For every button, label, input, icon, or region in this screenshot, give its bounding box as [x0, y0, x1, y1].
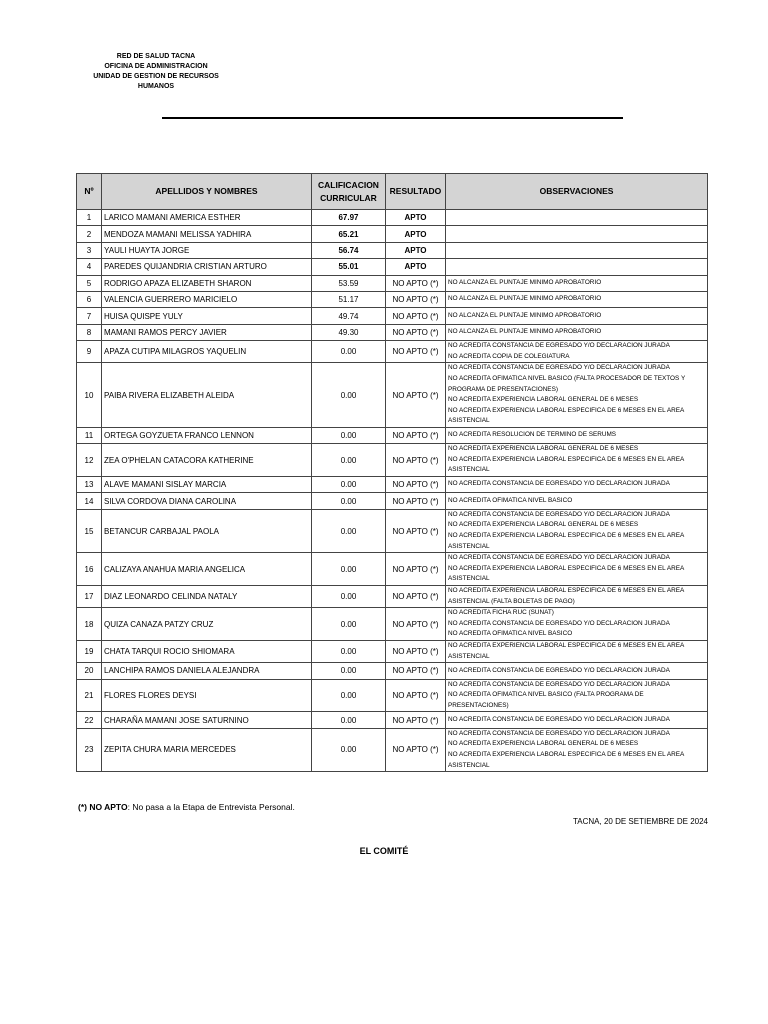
cell-name: HUISA QUISPE YULY [102, 308, 312, 324]
cell-number: 2 [77, 226, 102, 242]
cell-score: 0.00 [312, 444, 386, 477]
observation-line: NO ACREDITA CONSTANCIA DE EGRESADO Y/O DECLARACION JURADA [448, 666, 670, 674]
cell-result: NO APTO (*) [386, 712, 446, 728]
cell-score: 0.00 [312, 712, 386, 728]
cell-score: 0.00 [312, 679, 386, 712]
table-row [77, 427, 708, 443]
cell-observations [446, 477, 708, 493]
cell-result: APTO [386, 226, 446, 242]
cell-name: FLORES FLORES DEYSI [102, 679, 312, 712]
cell-observations [446, 275, 708, 291]
observation-line: NO ACREDITA RESOLUCION DE TERMINO DE SERUMS [448, 431, 617, 439]
cell-result: NO APTO (*) [386, 585, 446, 607]
cell-observations [446, 679, 708, 712]
document-header [76, 52, 236, 92]
cell-name: SILVA CORDOVA DIANA CAROLINA [102, 493, 312, 509]
cell-name: VALENCIA GUERRERO MARICIELO [102, 291, 312, 307]
cell-result: NO APTO (*) [386, 341, 446, 363]
cell-result: NO APTO (*) [386, 728, 446, 771]
cell-name: PAIBA RIVERA ELIZABETH ALEIDA [102, 363, 312, 428]
cell-observations [446, 341, 708, 363]
observation-line: NO ALCANZA EL PUNTAJE MINIMO APROBATORIO [448, 278, 602, 286]
cell-number: 10 [77, 363, 102, 428]
observation-line: NO ACREDITA EXPERIENCIA LABORAL ESPECIFICA DE 6 MESES EN EL AREA ASISTENCIAL [448, 532, 684, 550]
observation-line: NO ACREDITA OFIMATICA NIVEL BASICO (FALTA PROCESADOR DE TEXTOS Y PROGRAMA DE PRESENTACIONES) [448, 374, 686, 393]
table-row [77, 493, 708, 509]
observation-line: NO ACREDITA CONSTANCIA DE EGRESADO Y/O DECLARACION JURADA [448, 729, 670, 737]
cell-result: APTO [386, 210, 446, 226]
col-header-number: Nº [77, 174, 102, 210]
table-row [77, 663, 708, 679]
committee-signature: EL COMITÉ [359, 846, 409, 856]
cell-name: ZEPITA CHURA MARIA MERCEDES [102, 728, 312, 771]
observation-line: NO ACREDITA COPIA DE COLEGIATURA [448, 352, 570, 360]
cell-name: MAMANI RAMOS PERCY JAVIER [102, 324, 312, 340]
cell-number: 15 [77, 509, 102, 552]
observation-line: NO ALCANZA EL PUNTAJE MINIMO APROBATORIO [448, 295, 602, 303]
table-row [77, 509, 708, 552]
cell-name: APAZA CUTIPA MILAGROS YAQUELIN [102, 341, 312, 363]
cell-name: QUIZA CANAZA PATZY CRUZ [102, 608, 312, 641]
observation-line: NO ACREDITA OFIMATICA NIVEL BASICO [448, 496, 573, 504]
cell-observations [446, 712, 708, 728]
cell-score: 0.00 [312, 509, 386, 552]
cell-name: LANCHIPA RAMOS DANIELA ALEJANDRA [102, 663, 312, 679]
cell-number: 18 [77, 608, 102, 641]
cell-number: 14 [77, 493, 102, 509]
cell-number: 9 [77, 341, 102, 363]
cell-score: 0.00 [312, 363, 386, 428]
cell-number: 23 [77, 728, 102, 771]
cell-number: 20 [77, 663, 102, 679]
cell-score: 0.00 [312, 493, 386, 509]
cell-result: NO APTO (*) [386, 493, 446, 509]
cell-score: 0.00 [312, 427, 386, 443]
table-row [77, 712, 708, 728]
table-row [77, 640, 708, 662]
col-header-score-line2: CURRICULAR [320, 192, 377, 203]
cell-number: 17 [77, 585, 102, 607]
place-date: TACNA, 20 DE SETIEMBRE DE 2024 [572, 817, 708, 826]
observation-line: NO ACREDITA OFIMATICA NIVEL BASICO (FALTA PROGRAMA DE PRESENTACIONES) [448, 691, 644, 709]
cell-name: YAULI HUAYTA JORGE [102, 242, 312, 258]
cell-number: 7 [77, 308, 102, 324]
cell-score: 65.21 [312, 226, 386, 242]
cell-number: 12 [77, 444, 102, 477]
observation-line: NO ACREDITA FICHA RUC (SUNAT) [448, 609, 554, 617]
cell-observations [446, 663, 708, 679]
cell-result: NO APTO (*) [386, 509, 446, 552]
col-header-observations: OBSERVACIONES [446, 174, 708, 210]
cell-number: 8 [77, 324, 102, 340]
table-row [77, 210, 708, 226]
results-table [76, 173, 708, 772]
cell-number: 11 [77, 427, 102, 443]
observation-line: NO ACREDITA EXPERIENCIA LABORAL GENERAL DE 6 MESES [448, 445, 639, 453]
cell-number: 1 [77, 210, 102, 226]
observation-line: NO ACREDITA CONSTANCIA DE EGRESADO Y/O DECLARACION JURADA [448, 715, 670, 723]
observation-line: NO ACREDITA EXPERIENCIA LABORAL GENERAL DE 6 MESES [448, 396, 639, 404]
cell-result: APTO [386, 259, 446, 275]
footnote-text: : No pasa a la Etapa de Entrevista Personal. [127, 802, 295, 812]
footnote-marker: (*) NO APTO [78, 802, 128, 812]
table-row [77, 585, 708, 607]
table-row [77, 275, 708, 291]
table-row [77, 363, 708, 428]
table-row [77, 291, 708, 307]
cell-observations [446, 640, 708, 662]
table-row [77, 679, 708, 712]
cell-name: DIAZ LEONARDO CELINDA NATALY [102, 585, 312, 607]
cell-score: 51.17 [312, 291, 386, 307]
cell-score: 49.74 [312, 308, 386, 324]
observation-line: NO ACREDITA OFIMATICA NIVEL BASICO [448, 630, 573, 638]
table-row [77, 728, 708, 771]
cell-observations [446, 728, 708, 771]
cell-result: NO APTO (*) [386, 308, 446, 324]
cell-score: 0.00 [312, 608, 386, 641]
cell-observations [446, 509, 708, 552]
cell-observations [446, 242, 708, 258]
cell-score: 49.30 [312, 324, 386, 340]
col-header-name: APELLIDOS Y NOMBRES [102, 174, 312, 210]
observation-line: NO ACREDITA CONSTANCIA DE EGRESADO Y/O DECLARACION JURADA [448, 680, 670, 688]
cell-name: BETANCUR CARBAJAL PAOLA [102, 509, 312, 552]
cell-score: 0.00 [312, 553, 386, 586]
cell-score: 0.00 [312, 728, 386, 771]
cell-result: APTO [386, 242, 446, 258]
cell-number: 21 [77, 679, 102, 712]
cell-result: NO APTO (*) [386, 363, 446, 428]
cell-number: 22 [77, 712, 102, 728]
cell-number: 3 [77, 242, 102, 258]
cell-name: MENDOZA MAMANI MELISSA YADHIRA [102, 226, 312, 242]
table-row [77, 226, 708, 242]
cell-score: 67.97 [312, 210, 386, 226]
cell-observations [446, 427, 708, 443]
table-row [77, 477, 708, 493]
observation-line: NO ACREDITA CONSTANCIA DE EGRESADO Y/O DECLARACION JURADA [448, 554, 670, 562]
table-row [77, 341, 708, 363]
table-row [77, 444, 708, 477]
table-row [77, 324, 708, 340]
cell-observations [446, 493, 708, 509]
cell-observations [446, 308, 708, 324]
observation-line: NO ACREDITA EXPERIENCIA LABORAL ESPECIFICA DE 6 MESES EN EL AREA ASISTENCIAL [448, 406, 684, 425]
table-header-row [77, 174, 708, 210]
table-row [77, 553, 708, 586]
cell-score: 0.00 [312, 341, 386, 363]
cell-result: NO APTO (*) [386, 477, 446, 493]
table-row [77, 608, 708, 641]
cell-result: NO APTO (*) [386, 427, 446, 443]
cell-result: NO APTO (*) [386, 640, 446, 662]
cell-observations [446, 291, 708, 307]
observation-line: NO ACREDITA EXPERIENCIA LABORAL GENERAL DE 6 MESES [448, 521, 639, 529]
cell-observations [446, 363, 708, 428]
cell-result: NO APTO (*) [386, 291, 446, 307]
table-body [77, 210, 708, 772]
footnote [78, 802, 295, 812]
cell-observations [446, 585, 708, 607]
cell-name: ORTEGA GOYZUETA FRANCO LENNON [102, 427, 312, 443]
observation-line: NO ACREDITA CONSTANCIA DE EGRESADO Y/O DECLARACION JURADA [448, 619, 670, 627]
cell-name: RODRIGO APAZA ELIZABETH SHARON [102, 275, 312, 291]
cell-name: CALIZAYA ANAHUA MARIA ANGELICA [102, 553, 312, 586]
cell-number: 13 [77, 477, 102, 493]
cell-score: 0.00 [312, 640, 386, 662]
observation-line: NO ACREDITA EXPERIENCIA LABORAL ESPECIFICA DE 6 MESES EN EL AREA ASISTENCIAL [448, 641, 684, 660]
cell-score: 0.00 [312, 477, 386, 493]
cell-score: 53.59 [312, 275, 386, 291]
org-line-3: UNIDAD DE GESTION DE RECURSOS HUMANOS [93, 73, 219, 90]
cell-name: ZEA O'PHELAN CATACORA KATHERINE [102, 444, 312, 477]
cell-observations [446, 553, 708, 586]
title-rule [162, 117, 623, 119]
col-header-result: RESULTADO [386, 174, 446, 210]
cell-result: NO APTO (*) [386, 275, 446, 291]
observation-line: NO ACREDITA EXPERIENCIA LABORAL GENERAL DE 6 MESES [448, 740, 639, 748]
cell-result: NO APTO (*) [386, 324, 446, 340]
cell-result: NO APTO (*) [386, 663, 446, 679]
observation-line: NO ALCANZA EL PUNTAJE MINIMO APROBATORIO [448, 311, 602, 319]
org-line-1: RED DE SALUD TACNA [116, 53, 196, 60]
observation-line: NO ACREDITA CONSTANCIA DE EGRESADO Y/O DECLARACION JURADA [448, 364, 670, 372]
table-row [77, 259, 708, 275]
cell-observations [446, 226, 708, 242]
cell-result: NO APTO (*) [386, 608, 446, 641]
cell-name: PAREDES QUIJANDRIA CRISTIAN ARTURO [102, 259, 312, 275]
cell-result: NO APTO (*) [386, 444, 446, 477]
cell-number: 16 [77, 553, 102, 586]
cell-result: NO APTO (*) [386, 553, 446, 586]
cell-name: CHATA TARQUI ROCIO SHIOMARA [102, 640, 312, 662]
table-row [77, 242, 708, 258]
cell-observations [446, 259, 708, 275]
observation-line: NO ACREDITA EXPERIENCIA LABORAL ESPECIFICA DE 6 MESES EN EL AREA ASISTENCIAL [448, 750, 684, 769]
col-header-score-line1: CALIFICACION [318, 179, 379, 190]
cell-result: NO APTO (*) [386, 679, 446, 712]
observation-line: NO ACREDITA CONSTANCIA DE EGRESADO Y/O DECLARACION JURADA [448, 480, 670, 488]
cell-name: LARICO MAMANI AMERICA ESTHER [102, 210, 312, 226]
observation-line: NO ACREDITA EXPERIENCIA LABORAL ESPECIFICA DE 6 MESES EN EL AREA ASISTENCIAL [448, 455, 684, 474]
cell-number: 5 [77, 275, 102, 291]
cell-name: ALAVE MAMANI SISLAY MARCIA [102, 477, 312, 493]
cell-score: 0.00 [312, 663, 386, 679]
cell-score: 0.00 [312, 585, 386, 607]
cell-name: CHARAÑA MAMANI JOSE SATURNINO [102, 712, 312, 728]
cell-observations [446, 324, 708, 340]
observation-line: NO ACREDITA CONSTANCIA DE EGRESADO Y/O DECLARACION JURADA [448, 342, 670, 350]
cell-observations [446, 608, 708, 641]
col-header-score [312, 174, 386, 210]
cell-observations [446, 444, 708, 477]
cell-observations [446, 210, 708, 226]
cell-number: 4 [77, 259, 102, 275]
table-row [77, 308, 708, 324]
cell-number: 19 [77, 640, 102, 662]
observation-line: NO ALCANZA EL PUNTAJE MINIMO APROBATORIO [448, 328, 602, 336]
org-line-2: OFICINA DE ADMINISTRACION [104, 63, 208, 70]
observation-line: NO ACREDITA EXPERIENCIA LABORAL ESPECIFICA DE 6 MESES EN EL AREA ASISTENCIAL [448, 564, 684, 583]
observation-line: NO ACREDITA EXPERIENCIA LABORAL ESPECIFICA DE 6 MESES EN EL AREA ASISTENCIAL (FALTA BOLETAS DE PAGO) [448, 586, 684, 605]
observation-line: NO ACREDITA CONSTANCIA DE EGRESADO Y/O DECLARACION JURADA [448, 510, 670, 518]
cell-score: 56.74 [312, 242, 386, 258]
cell-score: 55.01 [312, 259, 386, 275]
cell-number: 6 [77, 291, 102, 307]
